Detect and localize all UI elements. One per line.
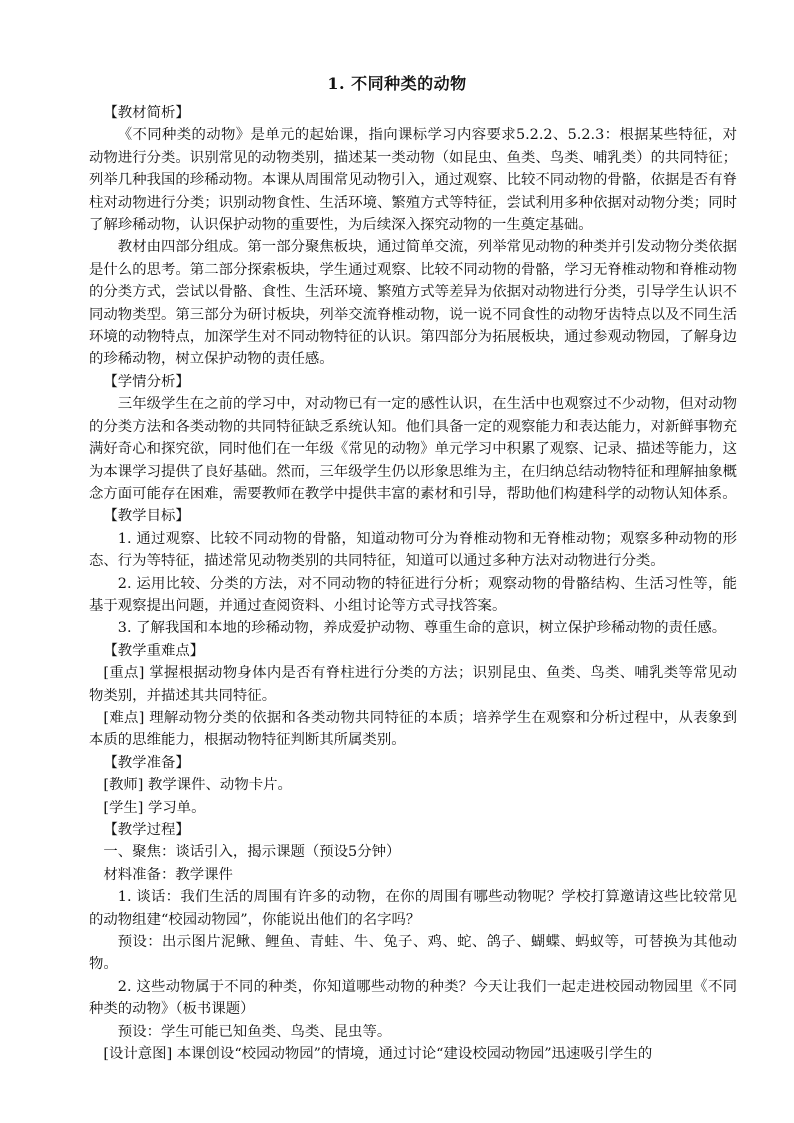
section-heading-textbook-analysis: 【教材简析】 [103,105,190,121]
paragraph: 2. 运用比较、分类的方法，对不同动物的特征进行分析；观察动物的骨骼结构、生活习性等，能基于观察提出问题，并通过查阅资料、小组讨论等方式寻找答案。 [89,575,737,614]
section-heading-key-points: 【教学重难点】 [103,642,205,659]
paragraph: [重点] 掌握根据动物身体内是否有脊柱进行分类的方法；识别昆虫、鱼类、鸟类、哺乳类等常见动物类别，并描述其共同特征。 [89,665,737,704]
paragraph: [难点] 理解动物分类的依据和各类动物共同特征的本质；培养学生在观察和分析过程中，从表象到本质的思维能力，根据动物特征判断其所属类别。 [89,709,737,749]
section-heading-teaching-goals: 【教学目标】 [103,508,190,525]
document-body [89,102,737,1065]
paragraph: [学生] 学习单。 [103,799,206,816]
paragraph: [教师] 教学课件、动物卡片。 [103,777,292,794]
section-heading-preparation: 【教学准备】 [103,754,190,771]
paragraph: 预设：出示图片泥鳅、鲤鱼、青蛙、牛、兔子、鸡、蛇、鸽子、蝴蝶、蚂蚁等，可替换为其他动物。 [89,934,737,973]
paragraph: 教材由四部分组成。第一部分聚焦板块，通过简单交流，列举常见动物的种类并引发动物分类依据是什么的思考。第二部分探索板块，学生通过观察、比较不同动物的骨骼，学习无脊椎动物和脊椎动物的分类方式，尝试以骨骼、食性、生活环境、繁殖方式等差异为依据对动物进行分类，引导学生认识不同动物类型。第三部分为研讨板块，列举交流脊椎动物，说一说不同食性的动物牙齿特点以及不同生活环境的动物特点，加深学生对不同动物特征的认识。第四部分为拓展板块，通过参观动物园，了解身边的珍稀动物，树立保护动物的责任感。 [89,239,737,368]
paragraph: 3. 了解我国和本地的珍稀动物，养成爱护动物、尊重生命的意识，树立保护珍稀动物的责任感。 [117,620,727,637]
paragraph: 2. 这些动物属于不同的种类，你知道哪些动物的种类？今天让我们一起走进校园动物园里《不同种类的动物》（板书课题） [89,978,737,1018]
section-heading-learner-analysis: 【学情分析】 [103,373,190,390]
paragraph: 材料准备：教学课件 [103,866,233,883]
paragraph: 《不同种类的动物》是单元的起始课，指向课标学习内容要求5.2.2、5.2.3：根据某些特征，对动物进行分类。识别常见的动物类别，描述某一类动物（如昆虫、鱼类、鸟类、哺乳类）的共同特征；列举几种我国的珍稀动物。本课从周围常见动物引入，通过观察、比较不同动物的骨骼，依据是否有脊柱对动物进行分类；识别动物食性、生活环境、繁殖方式等特征，尝试利用多种依据对动物分类；同时了解珍稀动物，认识保护动物的重要性，为后续深入探究动物的一生奠定基础。 [89,127,737,234]
document-title: 1. 不同种类的动物 [327,74,467,93]
paragraph: 1. 通过观察、比较不同动物的骨骼，知道动物可分为脊椎动物和无脊椎动物；观察多种动物的形态、行为等特征，描述常见动物类别的共同特征，知道可以通过多种方法对动物进行分类。 [89,530,737,570]
paragraph: 三年级学生在之前的学习中，对动物已有一定的感性认识，在生活中也观察过不少动物，但对动物的分类方法和各类动物的共同特征缺乏系统认知。他们具备一定的观察能力和表达能力，对新鲜事物充满好奇心和探究欲，同时他们在一年级《常见的动物》单元学习中积累了观察、记录、描述等能力，这为本课学习提供了良好基础。然而，三年级学生仍以形象思维为主，在归纳总结动物特征和理解抽象概念方面可能存在困难，需要教师在教学中提供丰富的素材和引导，帮助他们构建科学的动物认知体系。 [89,396,737,502]
section-heading-teaching-process: 【教学过程】 [103,822,190,838]
paragraph: 一、聚焦：谈话引入，揭示课题（预设5分钟） [103,844,401,861]
paragraph: 预设：学生可能已知鱼类、鸟类、昆虫等。 [117,1023,392,1040]
paragraph: [设计意图] 本课创设“校园动物园”的情境，通过讨论“建设校园动物园”迅速吸引学生的 [103,1046,653,1063]
paragraph: 1. 谈话：我们生活的周围有许多的动物，在你的周围有哪些动物呢？学校打算邀请这些比较常见的动物组建“校园动物园”，你能说出他们的名字吗？ [89,889,737,928]
